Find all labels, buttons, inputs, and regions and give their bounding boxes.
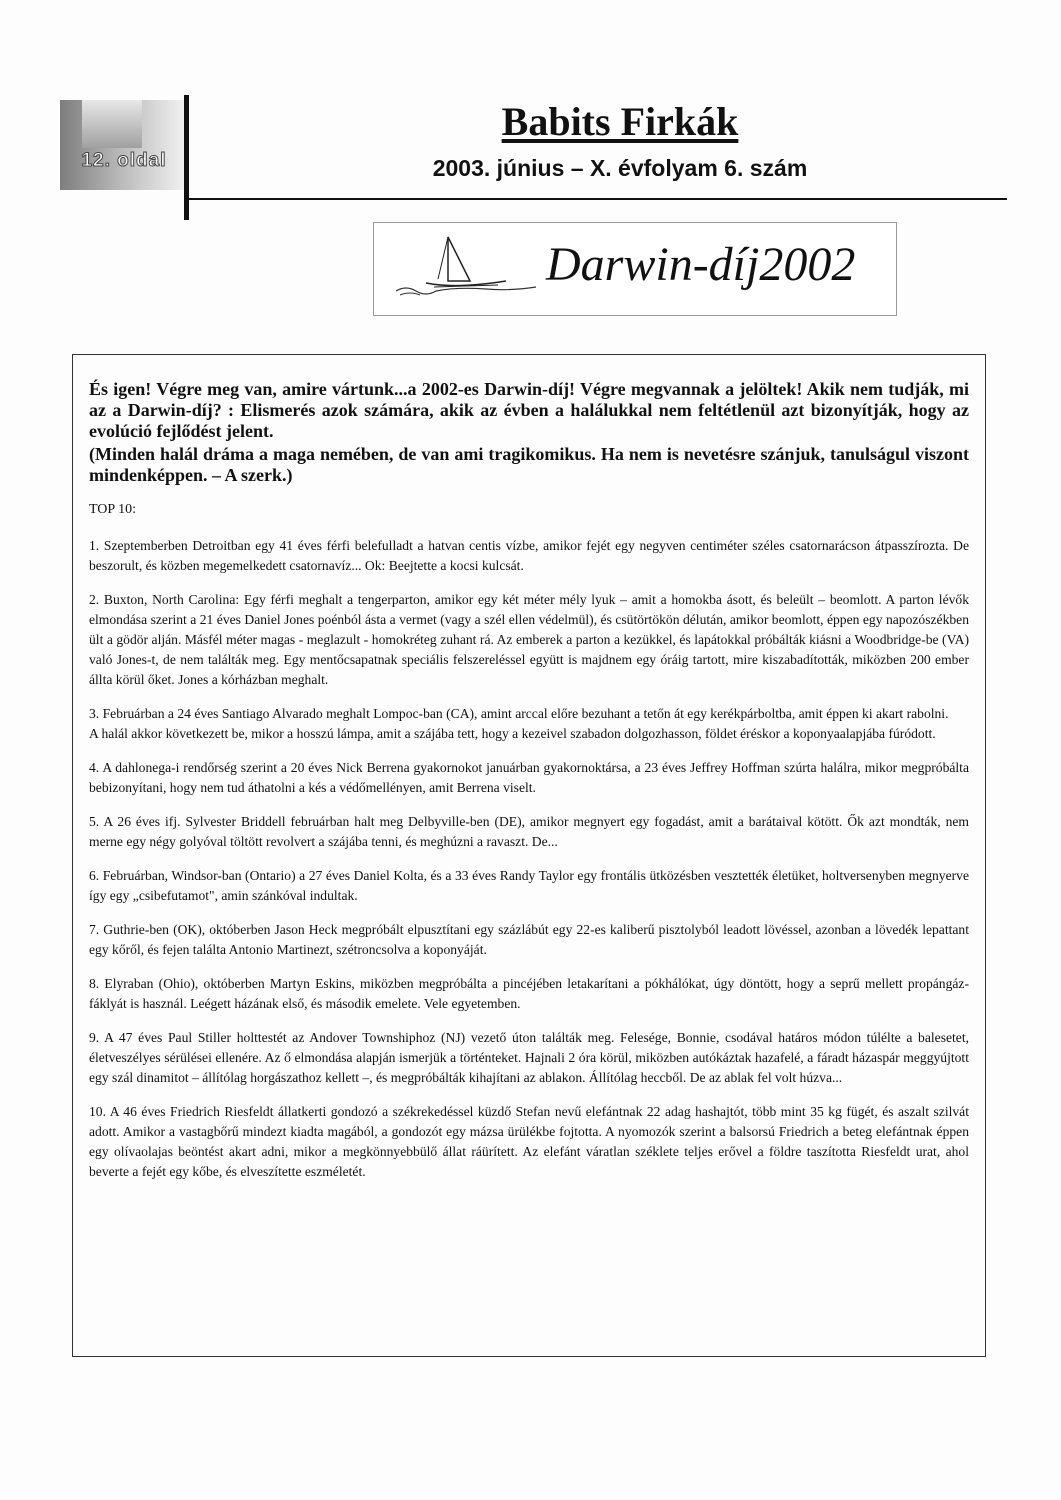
- list-item: [89, 1102, 969, 1182]
- list-item: [89, 536, 969, 576]
- header-vertical-rule: [184, 95, 189, 220]
- list-item: [89, 974, 969, 1014]
- list-item: [89, 590, 969, 690]
- list-item-text: 2. Buxton, North Carolina: Egy férfi meghalt a tengerparton, amikor egy két méter mély lyuk – amit a homokba ásott, és beleült – beomlott. A parton lévők elmondása szerint a 21 éves Daniel Jones poénból ásta a vermet (vagy a szél ellen védelmül), és csütörtökön délután, amikor beomlott, éppen egy napozószékben ült a gödör alján. Másfél méter magas - meglazult - homokréteg zuhant rá. Az emberek a parton a kezükkel, és lapátokkal próbálták kiásni a Woodbridge-be (VA) való Jones-t, de nem találták meg. Egy mentőcsapatnak speciális felszereléssel együtt is majdnem egy óráig tartott, mire kiszabadították, miközben 200 ember állta körül őket. Jones a kórházban meghalt.: [89, 592, 969, 687]
- list-item-text: 3. Februárban a 24 éves Santiago Alvarado meghalt Lompoc-ban (CA), amint arccal előre bezuhant a tetőn át egy kerékpárboltba, amit éppen ki akart rabolni.: [89, 706, 949, 721]
- list-item-text: A halál akkor következett be, mikor a hosszú lámpa, amit a szájába tett, hogy a kezeivel szabadon dolgozhasson, földet éréskor a koponyaalapjába fúródott.: [89, 726, 936, 741]
- sailboat-icon: [386, 231, 546, 307]
- list-item-text: 5. A 26 éves ifj. Sylvester Briddell februárban halt meg Delbyville-ben (DE), amikor megnyert egy fogadást, amit a barátaival kötött. Ők azt mondták, nem merne egy négy golyóval töltött revolvert a szájába tenni, és meghúzni a ravaszt. De...: [89, 814, 969, 849]
- list-item: [89, 1028, 969, 1088]
- section-banner: [373, 222, 897, 316]
- list-item-text: 1. Szeptemberben Detroitban egy 41 éves férfi belefulladt a hatvan centis vízbe, amikor fejét egy negyven centiméter széles csatornarácson átpasszírozta. De beszorult, és közben megemelkedett csatornavíz... Ok: Beejtette a kocsi kulcsát.: [89, 538, 969, 573]
- page-number-badge: [60, 100, 186, 190]
- list-item: [89, 920, 969, 960]
- issue-info: 2003. június – X. évfolyam 6. szám: [432, 155, 808, 181]
- list-item: [89, 812, 969, 852]
- page-number-label: 12. oldal: [81, 150, 167, 171]
- badge-shade: [82, 100, 142, 148]
- list-item-text: 6. Februárban, Windsor-ban (Ontario) a 27 éves Daniel Kolta, és a 33 éves Randy Taylor egy frontális ütközésben vesztették életüket, holtversenyben megnyerve így egy „csibefutamot", amin szánkóval indultak.: [89, 868, 969, 903]
- list-item-text: 4. A dahlonega-i rendőrség szerint a 20 éves Nick Berrena gyakornokot januárban gyakornoktársa, a 23 éves Jeffrey Hoffman szúrta halálra, mikor megpróbálta bebizonyítani, hogy nem tud áthatolni a kés a védőmellényen, amit Berrena viselt.: [89, 760, 969, 795]
- list-item-text: 8. Elyraban (Ohio), októberben Martyn Eskins, miközben megpróbálta a pincéjében letakarítani a pókhálókat, úgy döntött, hogy a seprű mellett propángáz-fáklyát is használ. Leégett házának első, és második emelete. Vele egyetemben.: [89, 976, 969, 1011]
- intro-paragraph: (Minden halál dráma a maga nemében, de van ami tragikomikus. Ha nem is nevetésre szánjuk, tanulságul viszont mindenképpen. – A szerk.): [89, 444, 969, 485]
- top-list-heading: TOP 10:: [89, 502, 137, 517]
- list-item-text: 10. A 46 éves Friedrich Riesfeldt állatkerti gondozó a székrekedéssel küzdő Stefan nevű elefántnak 22 adag hashajtót, több mint 35 kg fügét, és aszalt szilvát adott. Amikor a vastagbőrű mindezt kiadta magából, a gondozót egy mázsa ürülékbe fojtotta. A nyomozók szerint a balsorsú Friedrich a beteg elefántnak éppen egy olívaolajas beöntést akart adni, mikor a megkönnyebbülő állat ráürített. Az elefánt váratlan széklete teljes erővel a földre taszította Riesfeldt urat, ahol beverte a fejét egy kőbe, és elveszítette eszméletét.: [89, 1104, 969, 1179]
- article-intro: [89, 379, 969, 486]
- list-item-text: 9. A 47 éves Paul Stiller holttestét az Andover Townshiphoz (NJ) vezető úton találták meg. Felesége, Bonnie, csodával határos módon túlélte a balesetet, életveszélyes sérülései ellenére. Az ő elmondása alapján ismerjük a történteket. Hajnali 2 óra körül, miközben autókáztak hazafelé, a fáradt házaspár meggyújtott egy szál dinamitot – állítólag horgászathoz kellett –, és megpróbálták kihajítani az ablakon. Állítólag heccből. De az ablak fel volt húzva...: [89, 1030, 969, 1085]
- article-box: [72, 354, 986, 1357]
- list-item: [89, 866, 969, 906]
- list-item-text: 7. Guthrie-ben (OK), októberben Jason Heck megpróbált elpusztítani egy százlábút egy 22-es kaliberű pisztolyból leadott lövéssel, azonban a lövedék lepattant egy kőről, és fejen találta Antonio Martinezt, szétroncsolva a koponyáját.: [89, 922, 969, 957]
- header-horizontal-rule: [189, 198, 1007, 200]
- intro-paragraph: És igen! Végre meg van, amire vártunk...a 2002-es Darwin-díj! Végre megvannak a jelöltek! Akik nem tudják, mi az a Darwin-díj? : Elismerés azok számára, akik az évben a halálukkal nem feltétlenül azt bizonyítják, hogy az evolúció fejlődést jelent.: [89, 379, 969, 441]
- banner-title: Darwin-díj2002: [546, 238, 856, 291]
- newspaper-title: Babits Firkák: [501, 99, 739, 144]
- list-item: [89, 704, 969, 744]
- list-item: [89, 758, 969, 798]
